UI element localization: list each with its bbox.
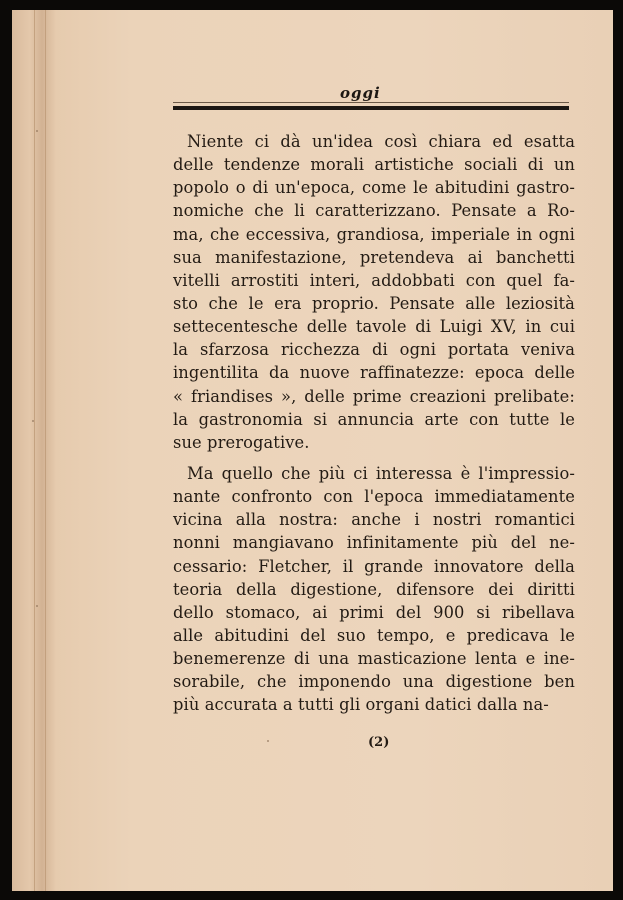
paragraph-gap bbox=[173, 454, 575, 462]
paper-speck bbox=[36, 130, 38, 132]
text-line: sua manifestazione, pretendeva ai banchetti bbox=[173, 247, 575, 267]
paragraph bbox=[173, 130, 575, 454]
header-rule bbox=[173, 106, 569, 110]
text-line: nomiche che li caratterizzano. Pensate a Ro- bbox=[173, 201, 575, 221]
text-line: la sfarzosa ricchezza di ogni portata veniva bbox=[173, 340, 575, 360]
page-number: (2) bbox=[368, 735, 390, 750]
header-rule-thin bbox=[173, 102, 569, 103]
text-line: delle tendenze morali artistiche sociali di un bbox=[173, 155, 575, 175]
paper-speck bbox=[267, 740, 269, 742]
text-line: teoria della digestione, difensore dei diritti bbox=[173, 579, 575, 599]
text-line: Ma quello che più ci interessa è l'impressio- bbox=[187, 463, 575, 483]
text-line: vicina alla nostra: anche i nostri romantici bbox=[173, 510, 575, 530]
running-header: oggi bbox=[340, 84, 381, 102]
text-line: più accurata a tutti gli organi datici dalla na- bbox=[173, 695, 549, 715]
text-line: sto che le era proprio. Pensate alle leziosità bbox=[173, 293, 575, 313]
text-line: Niente ci dà un'idea così chiara ed esatta bbox=[187, 132, 575, 151]
text-line: alle abitudini del suo tempo, e predicava le bbox=[173, 625, 575, 645]
text-line: dello stomaco, ai primi del 900 si ribellava bbox=[173, 602, 575, 622]
text-line: nonni mangiavano infinitamente più del ne- bbox=[173, 533, 575, 553]
text-line: sue prerogative. bbox=[173, 432, 310, 452]
page-edge-line bbox=[34, 10, 35, 891]
text-line: popolo o di un'epoca, come le abitudini gastro- bbox=[173, 178, 575, 198]
text-line: cessario: Fletcher, il grande innovatore della bbox=[173, 556, 575, 576]
paragraph bbox=[173, 462, 575, 717]
page-edge-line bbox=[45, 10, 46, 891]
paper-speck bbox=[32, 420, 34, 422]
text-line: benemerenze di una masticazione lenta e ine- bbox=[173, 649, 575, 669]
paper-speck bbox=[36, 605, 38, 607]
text-line: ingentilita da nuove raffinatezze: epoca delle bbox=[173, 363, 575, 383]
text-line: nante confronto con l'epoca immediatamente bbox=[173, 487, 575, 507]
text-line: settecentesche delle tavole di Luigi XV, in cui bbox=[173, 317, 575, 337]
text-line: la gastronomia si annuncia arte con tutte le bbox=[173, 409, 575, 429]
text-line: ma, che eccessiva, grandiosa, imperiale in ogni bbox=[173, 224, 575, 244]
body-text bbox=[173, 130, 575, 717]
text-line: « friandises », delle prime creazioni prelibate: bbox=[173, 386, 575, 406]
text-line: sorabile, che imponendo una digestione ben bbox=[173, 672, 575, 692]
text-line: vitelli arrostiti interi, addobbati con quel fa- bbox=[173, 270, 575, 290]
